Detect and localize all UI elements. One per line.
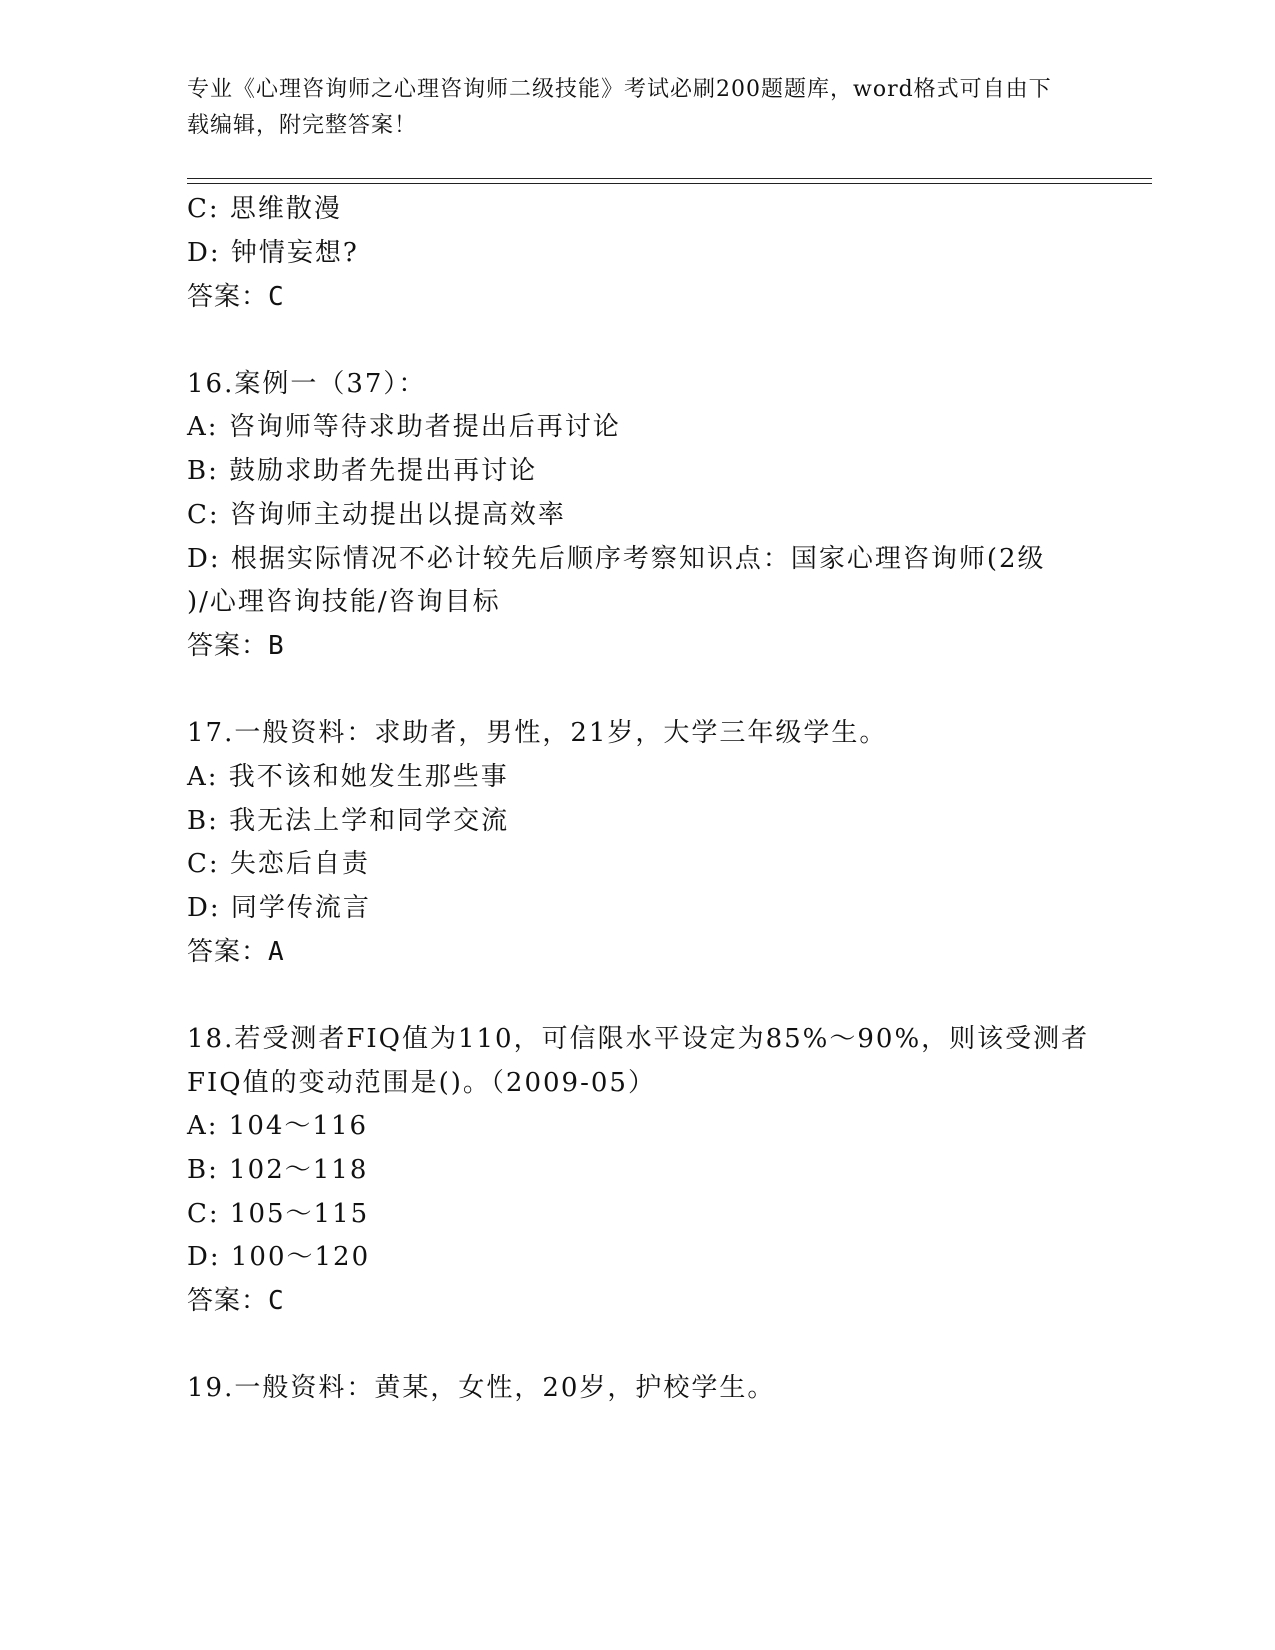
option-d-text: D: 钟情妄想? [187,238,359,268]
question-16-option-d: D: 根据实际情况不必计较先后顺序考察知识点：国家心理咨询师(2级 [187,544,1046,574]
question-17-option-c: C: 失恋后自责 [187,849,370,879]
question-17: 17.一般资料：求助者，男性，21岁，大学三年级学生。 [187,718,888,748]
answer-label: 答案： [187,937,269,967]
answer-15 [187,276,285,313]
question-17-option-b: B: 我无法上学和同学交流 [187,806,510,836]
question-18-option-b: B: 102～118 [187,1155,369,1185]
question-18: 18.若受测者FIQ值为110，可信限水平设定为85%～90%，则该受测者 [187,1024,1090,1054]
option-c-text: C: 思维散漫 [187,194,342,224]
question-16-option-d-cont: )/心理咨询技能/咨询目标 [187,587,501,617]
answer-17 [187,931,285,968]
question-16-option-b: B: 鼓励求助者先提出再讨论 [187,456,538,486]
answer-label: 答案： [187,631,269,661]
question-18-cont: FIQ值的变动范围是()。（2009-05） [187,1068,656,1098]
question-17-option-a: A: 我不该和她发生那些事 [187,762,509,792]
answer-label: 答案： [187,1286,269,1316]
answer-value: A [268,937,285,967]
answer-18 [187,1280,285,1317]
question-16: 16.案例一（37）： [187,369,427,399]
header-rule-top [187,178,1152,179]
answer-value: C [268,1286,285,1316]
question-17-option-d: D: 同学传流言 [187,893,371,923]
answer-label: 答案： [187,282,269,312]
answer-16 [187,625,285,662]
document-header: 专业《心理咨询师之心理咨询师二级技能》考试必刷200题题库，word格式可自由下载编辑，附完整答案！ [187,77,1052,138]
question-18-option-a: A: 104～116 [187,1111,369,1141]
question-16-option-a: A: 咨询师等待求助者提出后再讨论 [187,412,621,442]
answer-value: C [268,282,285,312]
question-19: 19.一般资料：黄某，女性，20岁，护校学生。 [187,1373,776,1403]
question-18-option-c: C: 105～115 [187,1199,370,1229]
header-rule-bottom [187,183,1152,184]
answer-value: B [268,631,285,661]
question-18-option-d: D: 100～120 [187,1242,371,1272]
question-16-option-c: C: 咨询师主动提出以提高效率 [187,500,566,530]
